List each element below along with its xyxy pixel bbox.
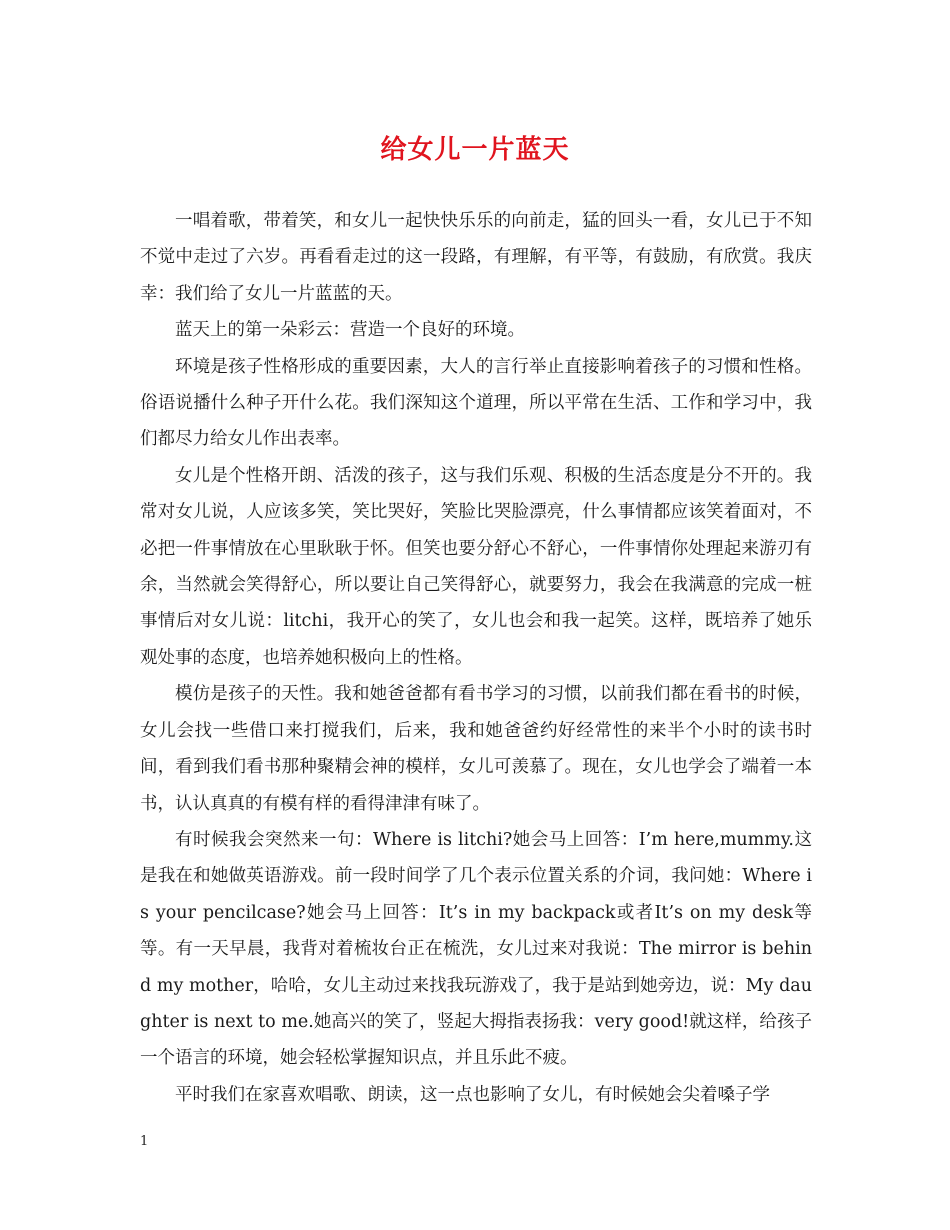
paragraph: 有时候我会突然来一句：Where is litchi?她会马上回答：I’m here,mummy.这是我在和她做英语游戏。前一段时间学了几个表示位置关系的介词，我问她：Where is your pencilcase?她会马上回答：It’s in my backpack或者It’s on my desk等等。有一天早晨，我背对着梳妆台正在梳洗，女儿过来对我说：The mirror is behind my mother，哈哈，女儿主动过来找我玩游戏了，我于是站到她旁边，说：My daughter is next to me.她高兴的笑了，竖起大拇指表扬我：very good!就这样，给孩子一个语言的环境，她会轻松掌握知识点，并且乐此不疲。: [140, 829, 812, 1069]
paragraph: 环境是孩子性格形成的重要因素，大人的言行举止直接影响着孩子的习惯和性格。俗语说播什么种子开什么花。我们深知这个道理，所以平常在生活、工作和学习中，我们都尽力给女儿作出表率。: [140, 356, 812, 450]
paragraph: 蓝天上的第一朵彩云：营造一个良好的环境。: [175, 320, 525, 341]
document-title: 给女儿一片蓝天: [380, 135, 570, 165]
paragraph: 平时我们在家喜欢唱歌、朗读，这一点也影响了女儿，有时候她会尖着嗓子学: [175, 1084, 770, 1105]
paragraph: 一唱着歌，带着笑，和女儿一起快快乐乐的向前走，猛的回头一看，女儿已于不知不觉中走过了六岁。再看看走过的这一段路，有理解，有平等，有鼓励，有欣赏。我庆幸：我们给了女儿一片蓝蓝的天。: [140, 211, 812, 304]
paragraph: 模仿是孩子的天性。我和她爸爸都有看书学习的习惯，以前我们都在看书的时候，女儿会找一些借口来打搅我们，后来，我和她爸爸约好经常性的来半个小时的读书时间，看到我们看书那种聚精会神的模样，女儿可羡慕了。现在，女儿也学会了端着一本书，认认真真的有模有样的看得津津有味了。: [140, 684, 812, 814]
document-body: [140, 203, 812, 1113]
page-number: 1: [140, 1134, 149, 1149]
paragraph: 女儿是个性格开朗、活泼的孩子，这与我们乐观、积极的生活态度是分不开的。我常对女儿说，人应该多笑，笑比哭好，笑脸比哭脸漂亮，什么事情都应该笑着面对，不必把一件事情放在心里耿耿于怀。但笑也要分舒心不舒心，一件事情你处理起来游刃有余，当然就会笑得舒心，所以要让自己笑得舒心，就要努力，我会在我满意的完成一桩事情后对女儿说：litchi，我开心的笑了，女儿也会和我一起笑。这样，既培养了她乐观处事的态度，也培养她积极向上的性格。: [140, 465, 812, 668]
